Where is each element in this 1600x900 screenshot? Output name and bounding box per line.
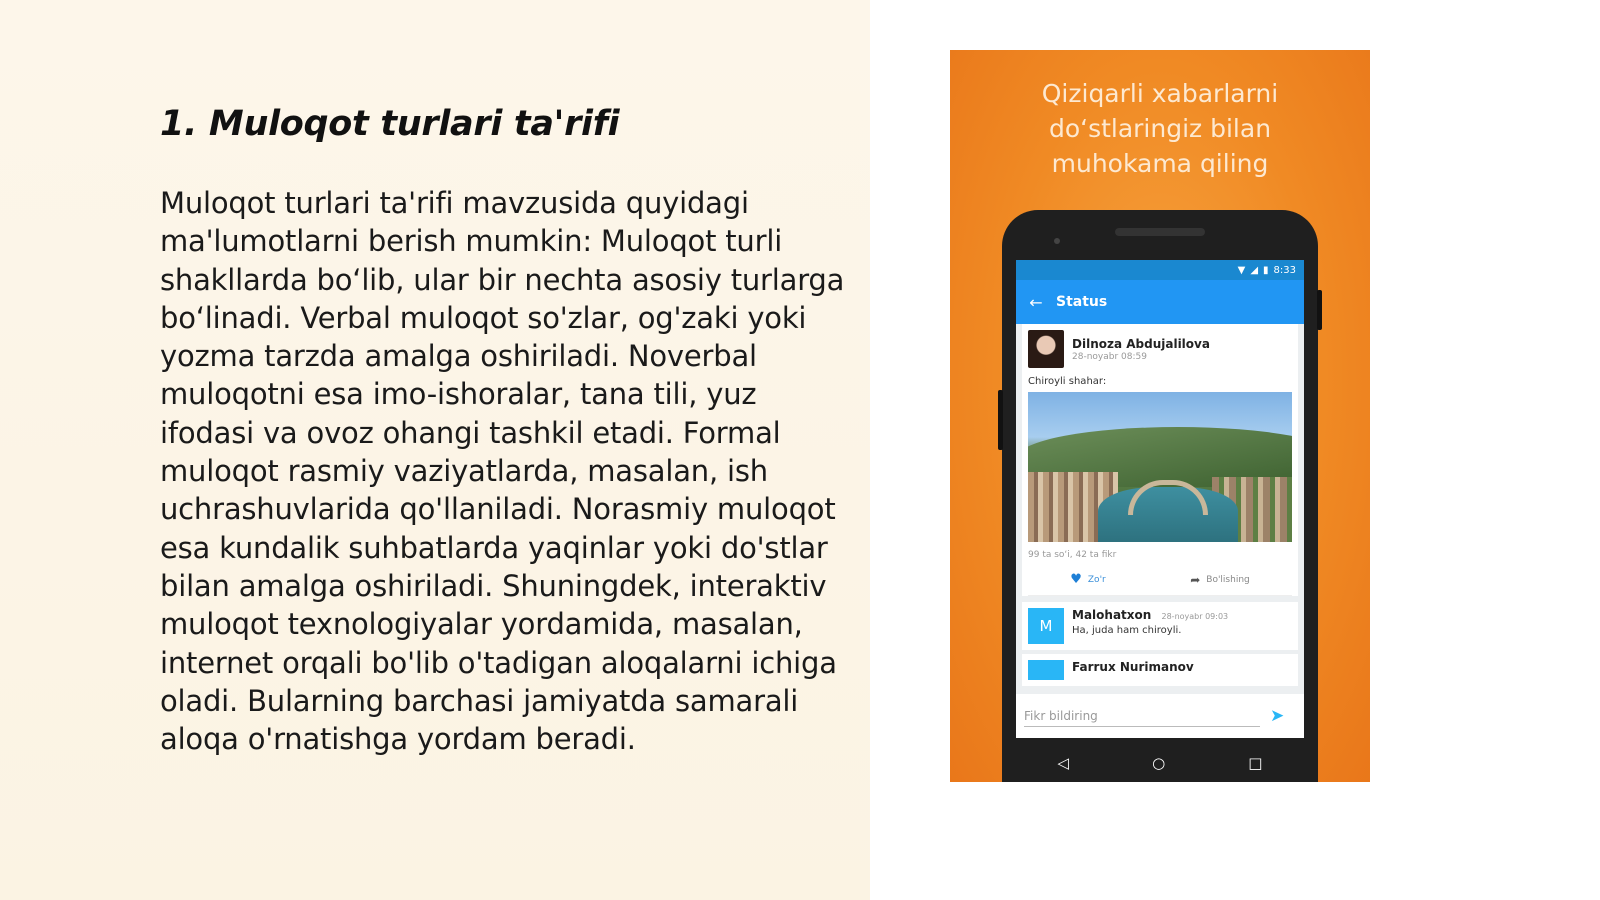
comment-item (1022, 654, 1298, 686)
send-icon[interactable]: ➤ (1270, 706, 1285, 726)
slide-heading: 1. Muloqot turlari ta'rifi (160, 104, 620, 144)
comment-author[interactable]: Malohatxon (1072, 608, 1152, 622)
android-nav-bar (1016, 740, 1304, 782)
post-text: Chiroyli shahar: (1028, 376, 1107, 387)
phone-volume-button (998, 390, 1003, 450)
app-bar-title: Status (1056, 294, 1108, 310)
post-author[interactable]: Dilnoza Abdujalilova (1072, 336, 1210, 351)
battery-icon: ▮ (1263, 264, 1269, 276)
comment-input-row (1016, 694, 1304, 738)
comment-text: Ha, juda ham chiroyli. (1072, 625, 1182, 636)
share-button[interactable] (1190, 572, 1250, 587)
heart-icon: ♥ (1070, 572, 1082, 587)
status-time: 8:33 (1273, 264, 1296, 276)
comment-item (1022, 602, 1298, 650)
app-promo-image (950, 50, 1370, 782)
phone-camera (1054, 238, 1060, 244)
post-card (1022, 324, 1298, 596)
promo-title: Qiziqarli xabarlarni do‘stlaringiz bilan muhokama qiling (1041, 79, 1279, 178)
avatar[interactable] (1028, 330, 1064, 368)
phone-power-button (1317, 290, 1322, 330)
phone-speaker (1115, 228, 1205, 236)
comment-date: 28-noyabr 09:03 (1161, 612, 1229, 621)
app-bar (1016, 280, 1304, 324)
phone-mockup (1002, 210, 1318, 782)
post-date: 28-noyabr 08:59 (1072, 351, 1147, 362)
like-label: Zo'r (1087, 574, 1106, 585)
comment-avatar[interactable] (1028, 660, 1064, 680)
post-actions (1028, 566, 1292, 596)
phone-screen (1016, 260, 1304, 738)
comment-input[interactable] (1024, 706, 1260, 727)
wifi-icon: ▼ (1237, 264, 1246, 276)
share-icon: ➦ (1190, 572, 1201, 587)
comment-avatar[interactable]: M (1028, 608, 1064, 644)
status-bar (1016, 260, 1304, 280)
share-label: Bo'lishing (1206, 574, 1250, 585)
nav-back-icon[interactable]: ◁ (1057, 754, 1070, 772)
nav-recents-icon[interactable]: □ (1248, 754, 1263, 772)
slide-body-text: Muloqot turlari ta'rifi mavzusida quyidagi ma'lumotlarni berish mumkin: Muloqot turli shakllarda bo‘lib, ular bir nechta asosiy turlarga bo‘linadi. Verbal muloqot so'zlar, og'zaki yoki yozma tarzda amalga oshiriladi. Noverbal muloqotni esa imo-ishoralar, tana tili, yuz ifodasi va ovoz ohangi tashkil etadi. Formal muloqot rasmiy vaziyatlarda, masalan, ish uchrashuvlarida qo'llaniladi. Norasmiy muloqot esa kundalik suhbatlarda yaqinlar yoki do'stlar bilan amalga oshiriladi. Shuningdek, interaktiv muloqot texnologiyalar yordamida, masalan, internet orqali bo'lib o'tadigan aloqalarni ichiga oladi. Bularning barchasi jamiyatda samarali aloqa o'rnatishga yordam beradi. (160, 186, 845, 757)
like-button[interactable] (1070, 572, 1106, 587)
nav-home-icon[interactable]: ○ (1152, 754, 1166, 772)
post-stats: 99 ta so‘i, 42 ta fikr (1028, 550, 1117, 560)
post-photo[interactable] (1028, 392, 1292, 542)
back-arrow-icon[interactable]: ← (1029, 292, 1043, 312)
comment-author[interactable]: Farrux Nurimanov (1072, 660, 1194, 674)
post-header (1028, 330, 1292, 368)
signal-icon: ◢ (1250, 264, 1259, 276)
